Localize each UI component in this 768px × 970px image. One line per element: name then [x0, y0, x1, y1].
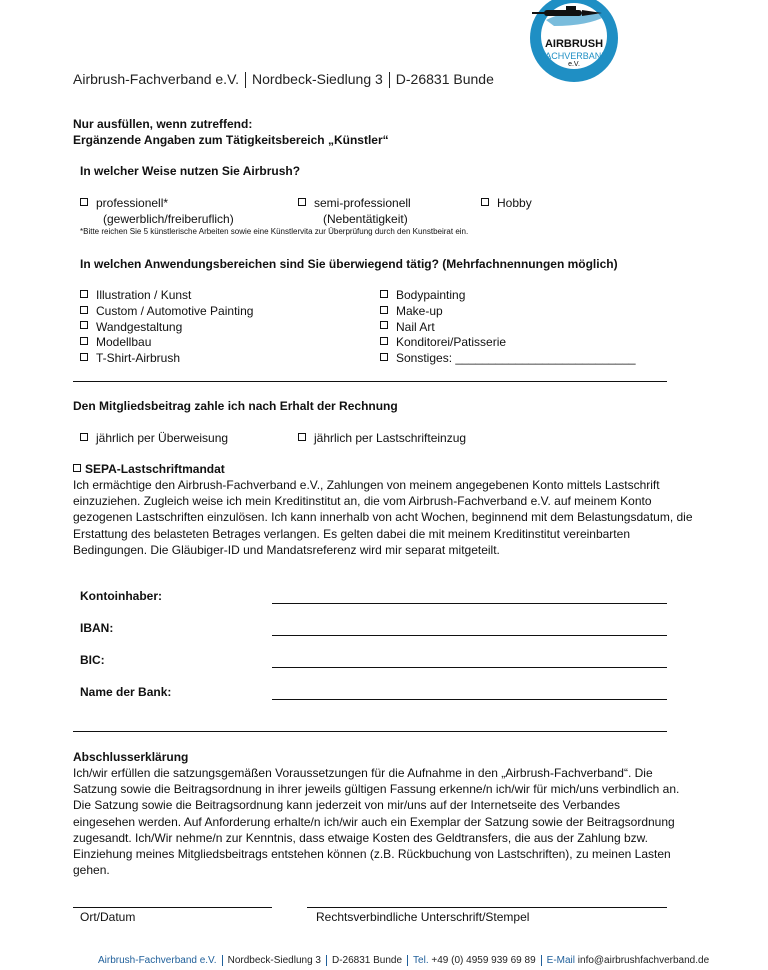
footer-mail-label: E-Mail [546, 955, 575, 967]
area-option-label: Modellbau [96, 335, 152, 350]
checkbox[interactable] [80, 306, 88, 314]
usage-question: In welcher Weise nutzen Sie Airbrush? [80, 164, 301, 178]
signature-label: Rechtsverbindliche Unterschrift/Stempel [316, 910, 530, 924]
area-option[interactable] [380, 350, 636, 366]
checkbox[interactable] [380, 353, 388, 361]
checkbox[interactable] [80, 433, 88, 441]
checkbox[interactable] [298, 433, 306, 441]
footer-city: D-26831 Bunde [331, 955, 403, 967]
logo [526, 0, 622, 86]
usage-option-label: Hobby [497, 196, 532, 210]
usage-option-hobby[interactable] [481, 195, 532, 211]
account-holder-field[interactable] [272, 603, 667, 604]
area-option-label: Nail Art [396, 319, 435, 334]
usage-note: *Bitte reichen Sie 5 künstlerische Arbeiten sowie eine Künstlervita zur Überprüfung durch den Kunstbeirat ein. [80, 227, 469, 236]
header-divider [389, 72, 390, 88]
area-option-label: T-Shirt-Airbrush [96, 351, 181, 366]
account-holder-label: Kontoinhaber: [80, 589, 162, 603]
checkbox[interactable] [73, 464, 81, 472]
footer-divider [541, 955, 542, 966]
header-org: Airbrush-Fachverband e.V. [73, 71, 240, 87]
bank-name-field[interactable] [272, 699, 667, 700]
fee-heading: Den Mitgliedsbeitrag zahle ich nach Erhalt der Rechnung [73, 399, 398, 413]
checkbox[interactable] [298, 198, 306, 206]
area-option-label: Make-up [396, 303, 443, 318]
iban-field[interactable] [272, 635, 667, 636]
sepa-heading[interactable] [73, 461, 225, 477]
logo-text-fachverband: FACHVERBAND [540, 51, 608, 61]
footer-tel-label: Tel. [413, 955, 429, 967]
header-divider [245, 72, 246, 88]
footer-tel[interactable]: +49 (0) 4959 939 69 89 [431, 955, 536, 967]
checkbox[interactable] [80, 337, 88, 345]
usage-option-sub: (Nebentätigkeit) [323, 212, 408, 226]
usage-option-sub: (gewerblich/freiberuflich) [103, 212, 234, 226]
checkbox[interactable] [80, 198, 88, 206]
fee-option-transfer[interactable] [80, 430, 228, 446]
bic-label: BIC: [80, 653, 105, 667]
signature-field[interactable] [307, 907, 667, 908]
usage-option-label: professionell* [96, 196, 169, 210]
area-option[interactable] [80, 319, 253, 335]
iban-label: IBAN: [80, 621, 114, 635]
closing-heading: Abschlusserklärung [73, 750, 189, 764]
footer [98, 955, 709, 966]
place-date-label: Ort/Datum [80, 910, 136, 924]
area-option-label: Custom / Automotive Painting [96, 303, 254, 318]
bic-field[interactable] [272, 667, 667, 668]
logo-text-airbrush: AIRBRUSH [544, 38, 604, 50]
header-address [73, 71, 494, 88]
checkbox[interactable] [481, 198, 489, 206]
logo-text-ev: e.V. [568, 61, 580, 68]
checkbox[interactable] [380, 321, 388, 329]
usage-option-professional[interactable] [80, 195, 168, 211]
checkbox[interactable] [80, 353, 88, 361]
header-street: Nordbeck-Siedlung 3 [252, 71, 383, 87]
area-option[interactable] [80, 350, 253, 366]
fee-option-direct-debit[interactable] [298, 430, 466, 446]
intro-line-1: Nur ausfüllen, wenn zutreffend: [73, 117, 253, 131]
place-date-field[interactable] [73, 907, 272, 908]
bank-name-label: Name der Bank: [80, 685, 172, 699]
checkbox[interactable] [80, 290, 88, 298]
checkbox[interactable] [380, 306, 388, 314]
usage-option-label: semi-professionell [314, 196, 411, 210]
fee-option-label: jährlich per Überweisung [96, 431, 229, 445]
footer-divider [222, 955, 223, 966]
area-option-label: Wandgestaltung [96, 319, 183, 334]
area-option-label: Sonstiges: ___________________________ [396, 351, 636, 366]
area-option[interactable] [80, 334, 253, 350]
footer-org: Airbrush-Fachverband e.V. [98, 955, 217, 967]
area-option-label: Konditorei/Patisserie [396, 335, 507, 350]
checkbox[interactable] [80, 321, 88, 329]
area-option[interactable] [380, 287, 636, 303]
header-city: D-26831 Bunde [395, 71, 494, 87]
area-option[interactable] [80, 303, 253, 319]
closing-text: Ich/wir erfüllen die satzungsgemäßen Voraussetzungen für die Aufnahme in den „Airbrush-Fachverband“. Die Satzung sowie die Beitragsordnung in ihrer jeweils gültigen Fassung erkenne/n ich/wir für mich/uns verbindlich an. Die Satzung sowie die Beitragsordnung kann jederzeit von mir/uns auf der Internetseite des Verbandes eingesehen werden. Auf Anforderung erhalte/n ich/wir auch ein Exemplar der Satzung sowie der Beitragsordnung zugesandt. Ich/Wir nehme/n zur Kenntnis, dass etwaige Kosten des Geldtransfers, die aus der Zahlung bzw. Einziehung meines Mitgliedsbeitrags entstehen können (z.B. Rückbuchung von Lastschriften), zu meinen Lasten gehen. [73, 766, 680, 878]
footer-street: Nordbeck-Siedlung 3 [227, 955, 321, 967]
usage-option-semi-professional[interactable] [298, 195, 411, 211]
area-option[interactable] [80, 287, 253, 303]
sepa-text: Ich ermächtige den Airbrush-Fachverband e.V., Zahlungen von meinem angegebenen Konto mittels Lastschrift einzuziehen. Zugleich weise ich mein Kreditinstitut an, die vom Airbrush-Fachverband e.V. auf meinem Konto gezogenen Lastschriften einzulösen. Ich kann innerhalb von acht Wochen, beginnend mit dem Belastungsdatum, die Erstattung des belasteten Betrages verlangen. Es gelten dabei die mit meinem Kreditinstitut vereinbarten Bedingungen. Die Gläubiger-ID und Mandatsreferenz wird mir separat mitgeteilt. [73, 478, 693, 557]
checkbox[interactable] [380, 290, 388, 298]
footer-mail[interactable]: info@airbrushfachverband.de [577, 955, 710, 967]
area-option[interactable] [380, 334, 636, 350]
area-option[interactable] [380, 303, 636, 319]
checkbox[interactable] [380, 337, 388, 345]
divider [73, 731, 667, 732]
footer-divider [407, 955, 408, 966]
footer-divider [326, 955, 327, 966]
areas-left-list [80, 287, 253, 366]
area-option-label: Bodypainting [396, 287, 466, 302]
intro-line-2: Ergänzende Angaben zum Tätigkeitsbereich „Künstler“ [73, 133, 389, 147]
areas-right-list [380, 287, 636, 366]
area-option[interactable] [380, 319, 636, 335]
areas-question: In welchen Anwendungsbereichen sind Sie überwiegend tätig? (Mehrfachnennungen möglich) [80, 257, 618, 271]
sepa-heading-label: SEPA-Lastschriftmandat [85, 462, 225, 476]
area-option-label: Illustration / Kunst [96, 287, 192, 302]
divider [73, 381, 667, 382]
fee-option-label: jährlich per Lastschrifteinzug [314, 431, 467, 445]
